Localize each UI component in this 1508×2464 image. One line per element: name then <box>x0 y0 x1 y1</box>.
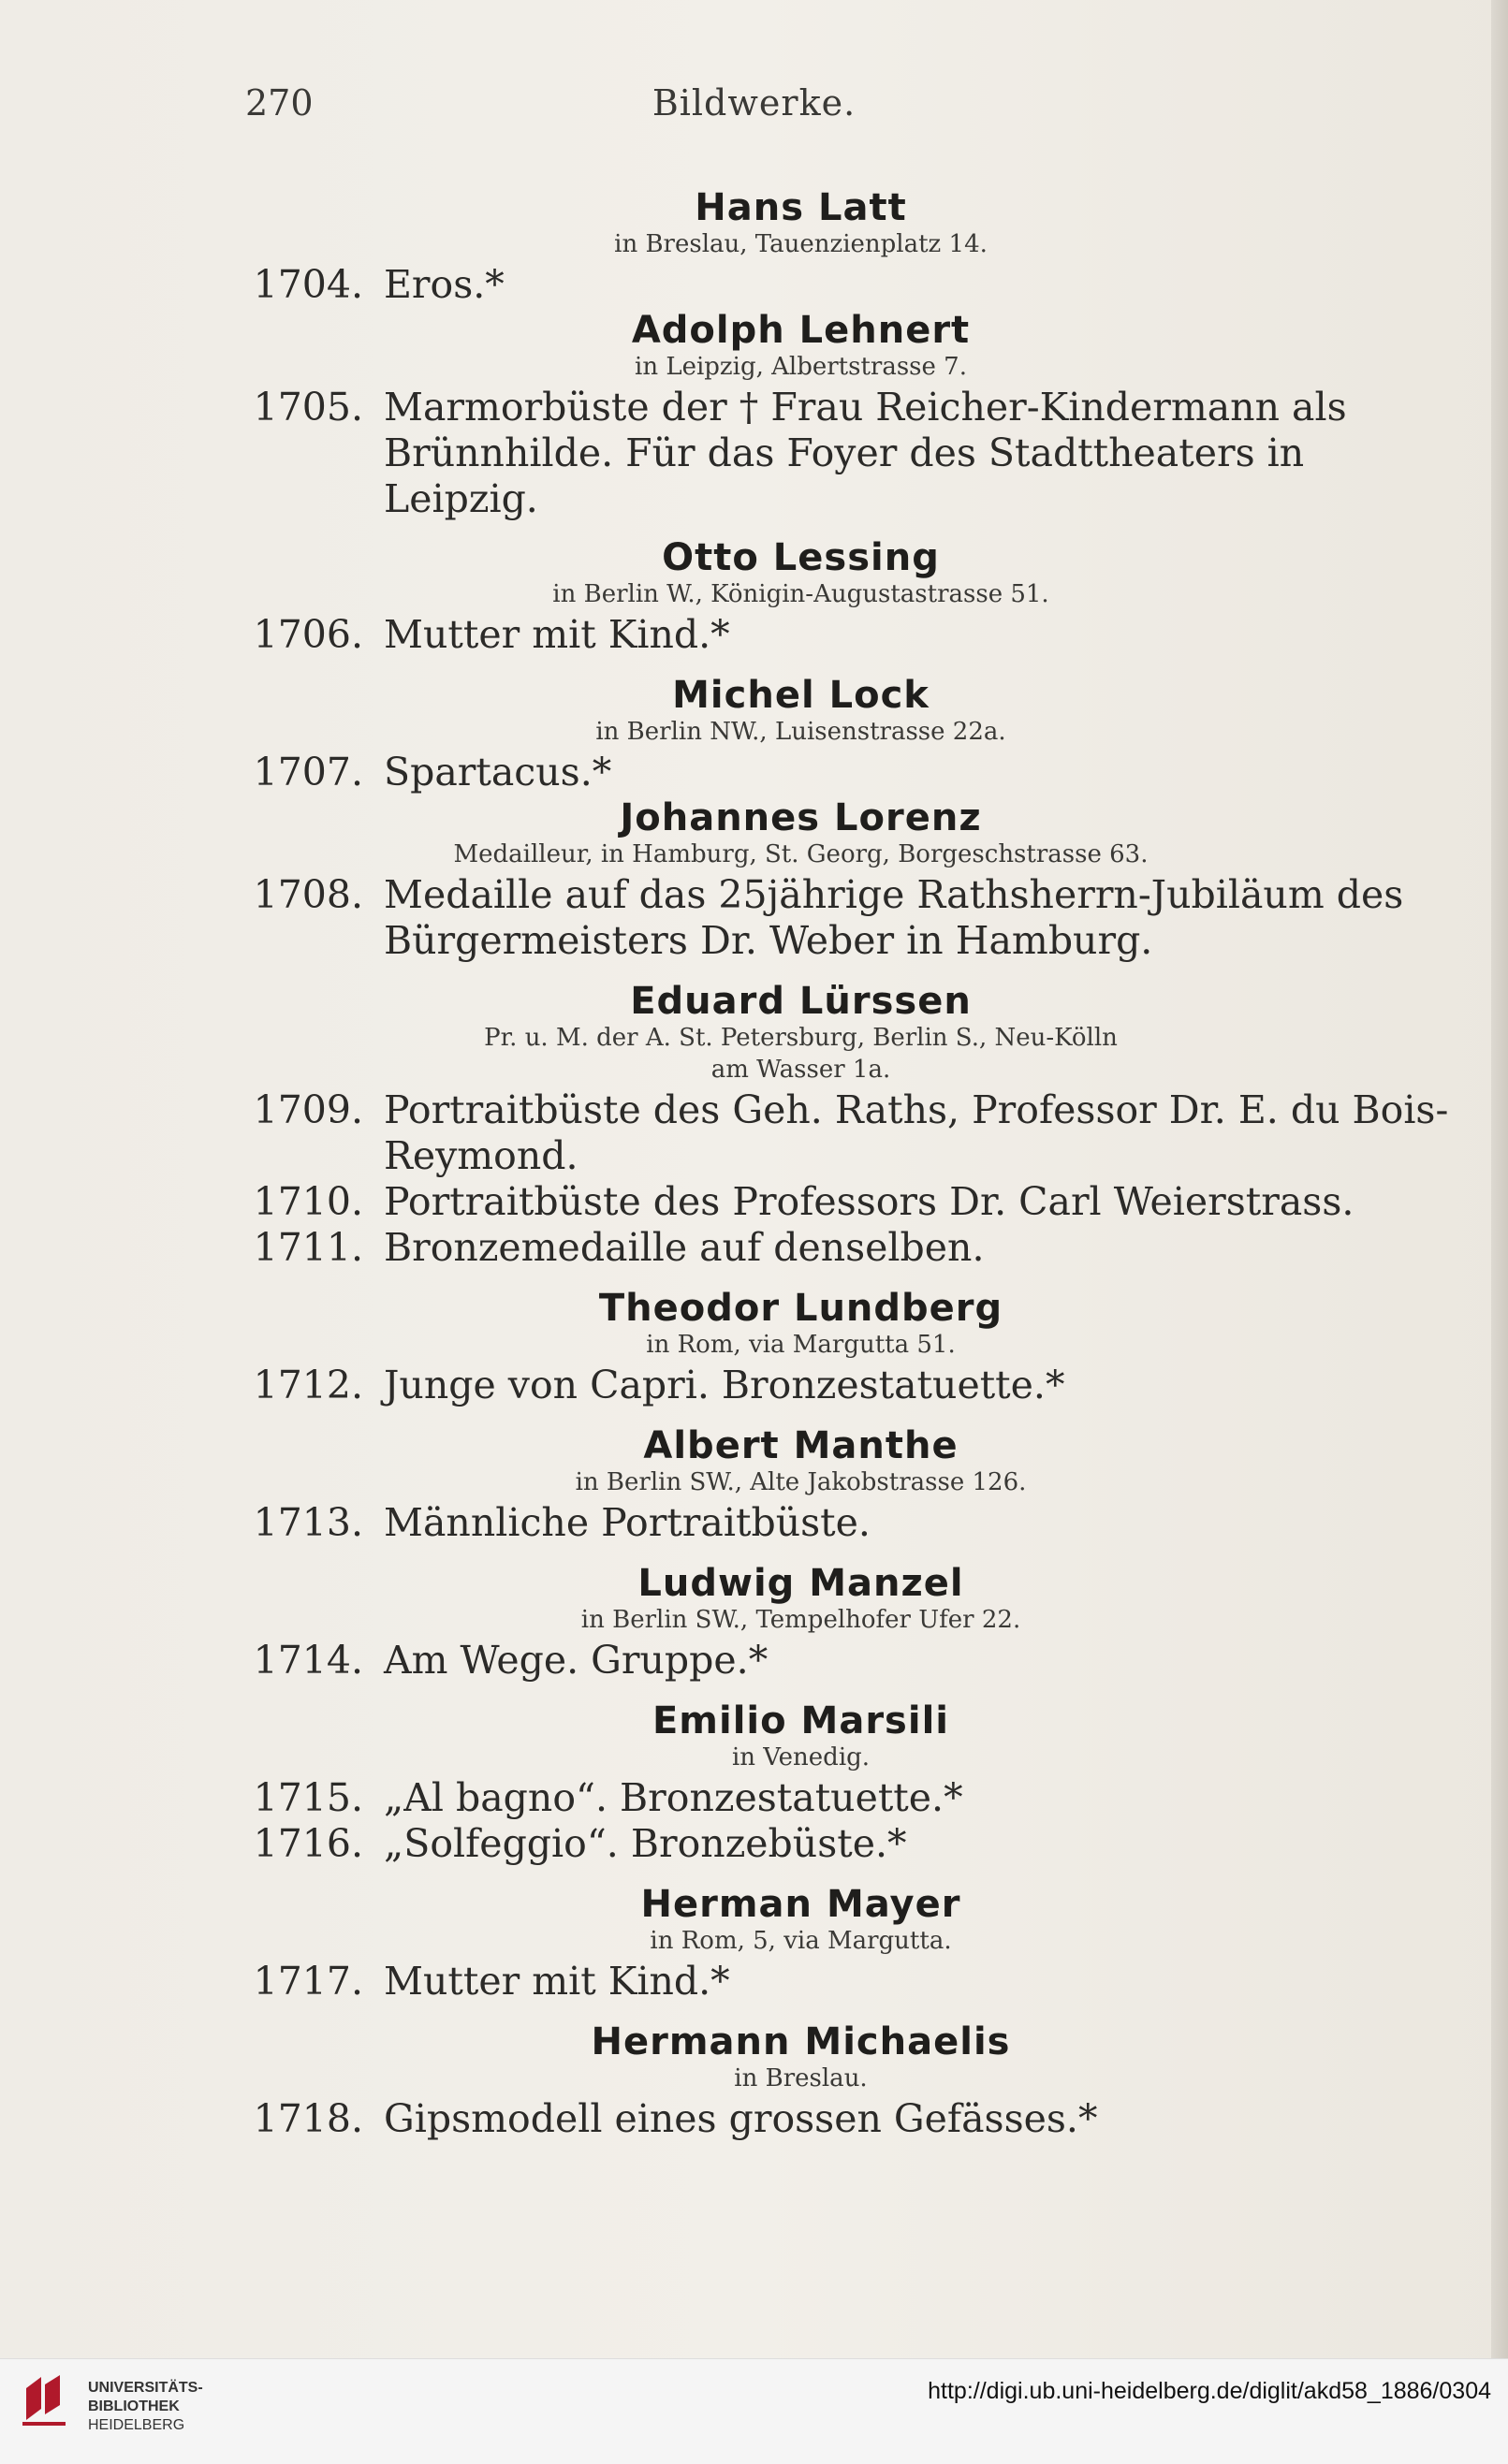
page-number: 270 <box>245 82 314 124</box>
artist-address: in Berlin W., Königin-Augustastrasse 51. <box>552 580 1049 608</box>
artist-name: Albert Manthe <box>643 1424 959 1467</box>
entry-number: 1713. <box>253 1500 363 1545</box>
entry-text: Portraitbüste des Geh. Raths, Professor Dr. E. du Bois-Reymond. <box>384 1087 1449 1178</box>
artist-name: Emilio Marsili <box>652 1699 949 1742</box>
artist-name: Theodor Lundberg <box>598 1287 1003 1330</box>
running-title: Bildwerke. <box>652 82 856 124</box>
entry-number: 1708. <box>253 872 363 917</box>
artist-name: Michel Lock <box>672 674 930 717</box>
artist-address: Pr. u. M. der A. St. Petersburg, Berlin S., Neu-Kölln <box>484 1024 1118 1052</box>
catalogue-entry <box>0 262 1508 308</box>
catalogue-entry <box>0 1500 1508 1546</box>
entry-text: Am Wege. Gruppe.* <box>384 1638 769 1683</box>
artist-address: in Berlin SW., Alte Jakobstrasse 126. <box>575 1468 1027 1496</box>
artist-heading <box>0 1882 1508 1955</box>
artist-name: Johannes Lorenz <box>620 796 982 839</box>
artist-address: in Berlin NW., Luisenstrasse 22a. <box>595 718 1006 746</box>
entry-number: 1707. <box>253 750 363 795</box>
artist-name: Eduard Lürssen <box>630 980 972 1023</box>
catalogue-entry <box>0 2096 1508 2142</box>
artist-heading <box>0 308 1508 381</box>
entry-text: Junge von Capri. Bronzestatuette.* <box>384 1363 1065 1407</box>
entry-text: „Solfeggio“. Bronzebüste.* <box>384 1821 907 1866</box>
catalogue-entry <box>0 612 1508 658</box>
entry-text: Männliche Portraitbüste. <box>384 1500 871 1545</box>
artist-heading <box>0 1423 1508 1496</box>
entry-number: 1706. <box>253 612 363 657</box>
entry-text: Mutter mit Kind.* <box>384 1959 730 2004</box>
library-name-line3: HEIDELBERG <box>88 2417 185 2433</box>
artist-heading <box>0 1699 1508 1771</box>
entry-text: Marmorbüste der † Frau Reicher-Kindermann als Brünnhilde. Für das Foyer des Stadttheaters in Leipzig. <box>384 385 1347 521</box>
library-name-line1: UNIVERSITÄTS- <box>88 2380 203 2396</box>
artist-address: in Leipzig, Albertstrasse 7. <box>635 353 967 381</box>
artist-address: Medailleur, in Hamburg, St. Georg, Borgeschstrasse 63. <box>453 840 1149 868</box>
entry-text: Bronzemedaille auf denselben. <box>384 1225 985 1270</box>
entry-number: 1718. <box>253 2096 363 2141</box>
artist-heading <box>0 1561 1508 1634</box>
artist-address: in Breslau. <box>734 2064 868 2092</box>
catalogue-entry <box>0 1821 1508 1867</box>
catalogue-entry <box>0 1179 1508 1225</box>
entry-text: Medaille auf das 25jährige Rathsherrn-Jubiläum des Bürgermeisters Dr. Weber in Hamburg. <box>384 872 1404 963</box>
artist-name: Herman Mayer <box>640 1883 961 1926</box>
entry-text: Eros.* <box>384 262 505 307</box>
artist-address: in Venedig. <box>731 1743 871 1771</box>
catalogue-entry <box>0 1775 1508 1821</box>
entry-text: Mutter mit Kind.* <box>384 612 730 657</box>
entry-number: 1704. <box>253 262 363 307</box>
catalogue-entry <box>0 1638 1508 1684</box>
artist-heading <box>0 185 1508 258</box>
entry-number: 1709. <box>253 1087 363 1132</box>
entry-text: Gipsmodell eines grossen Gefässes.* <box>384 2096 1098 2141</box>
source-url-link[interactable]: http://digi.ub.uni-heidelberg.de/diglit/akd58_1886/0304 <box>928 2378 1491 2404</box>
artist-heading <box>0 795 1508 868</box>
artist-name: Adolph Lehnert <box>631 309 971 352</box>
artist-address: in Breslau, Tauenzienplatz 14. <box>614 230 988 258</box>
entry-number: 1715. <box>253 1775 363 1820</box>
artist-address-continued: am Wasser 1a. <box>710 1056 891 1084</box>
entry-number: 1714. <box>253 1638 363 1683</box>
artist-heading <box>0 1286 1508 1359</box>
entry-text: Spartacus.* <box>384 750 612 795</box>
artist-address: in Berlin SW., Tempelhofer Ufer 22. <box>580 1606 1021 1634</box>
artist-heading <box>0 979 1508 1084</box>
artist-name: Hans Latt <box>695 186 907 229</box>
catalogue-entry <box>0 872 1508 964</box>
catalogue-entry <box>0 750 1508 795</box>
entry-number: 1711. <box>253 1225 363 1270</box>
artist-name: Hermann Michaelis <box>591 2020 1011 2063</box>
artist-heading <box>0 2019 1508 2092</box>
entry-number: 1712. <box>253 1363 363 1407</box>
artist-address: in Rom, via Margutta 51. <box>646 1331 956 1359</box>
catalogue-entry <box>0 1087 1508 1179</box>
artist-heading <box>0 535 1508 608</box>
library-logo-icon <box>13 2368 79 2433</box>
catalogue-entry <box>0 1225 1508 1271</box>
catalogue-entry <box>0 385 1508 522</box>
entry-text: Portraitbüste des Professors Dr. Carl Weierstrass. <box>384 1179 1354 1224</box>
artist-name: Otto Lessing <box>662 536 940 579</box>
catalogue-content <box>0 185 1508 2142</box>
entry-number: 1717. <box>253 1959 363 2004</box>
entry-text: „Al bagno“. Bronzestatuette.* <box>384 1775 963 1820</box>
artist-heading <box>0 673 1508 746</box>
catalogue-entry <box>0 1959 1508 2005</box>
artist-name: Ludwig Manzel <box>637 1562 964 1605</box>
catalogue-entry <box>0 1363 1508 1408</box>
entry-number: 1716. <box>253 1821 363 1866</box>
entry-number: 1710. <box>253 1179 363 1224</box>
artist-address: in Rom, 5, via Margutta. <box>650 1927 952 1955</box>
viewer-footer <box>0 2358 1508 2464</box>
entry-number: 1705. <box>253 385 363 430</box>
library-name-line2: BIBLIOTHEK <box>88 2398 180 2414</box>
